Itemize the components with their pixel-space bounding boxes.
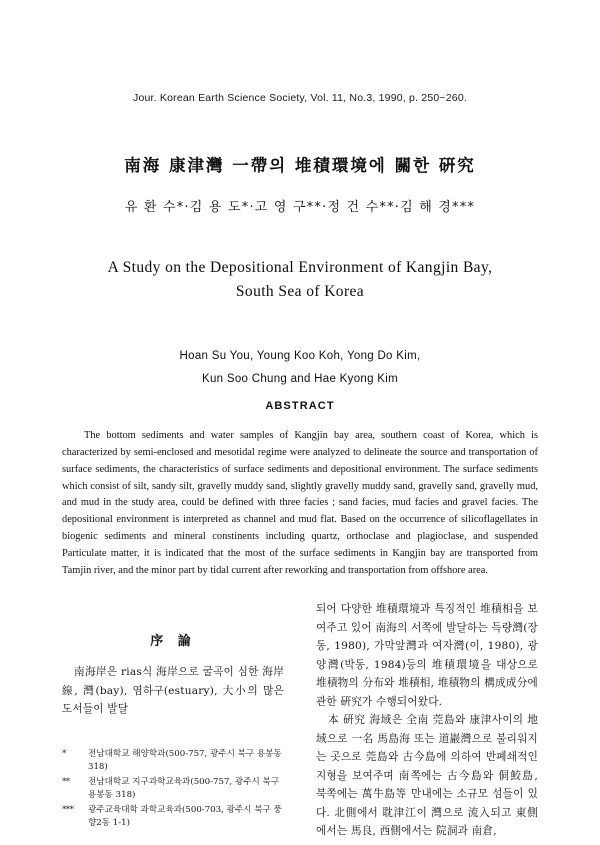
footnote-marker: *** <box>62 805 74 816</box>
footnote-item <box>62 804 284 830</box>
page-title-english <box>0 256 600 304</box>
body-paragraph-right-1: 되어 다양한 堆積環境과 특징적인 堆積相을 보여주고 있어 南海의 서쪽에 발달하는 득량灣(장동, 1980), 가막앞灣과 여자灣(이, 1980), 광양灣(박동, 1984)등의 堆積環境을 대상으로 堆積物의 分布와 堆積相, 堆積物의 構成成分에 관한 硏究가 수행되어왔다. <box>316 603 538 708</box>
footnote-item <box>62 776 284 802</box>
abstract-heading: ABSTRACT <box>265 400 335 412</box>
page-title-korean: 南海 康津灣 一帶의 堆積環境에 關한 硏究 <box>124 156 476 175</box>
footnote-item <box>62 748 284 774</box>
authors-english-line-1: Hoan Su You, Young Koo Koh, Yong Do Kim, <box>179 350 421 362</box>
footnote-text: 전남대학교 해양학과(500-757, 광주시 북구 용봉동 318) <box>88 749 282 773</box>
authors-english <box>0 345 600 391</box>
footnote-marker: ** <box>62 777 70 788</box>
footnote-marker: * <box>62 749 66 759</box>
body-paragraph-right-2: 本 硏究 海域은 全南 莞島와 康津사이의 地域으로 一名 馬島海 또는 道巖灣으로 불리워지는 곳으로 莞島와 古今島에 의하여 반폐쇄적인 지형을 보여주며 南쪽에는 古今島와 侗鮫島, 북쪽에는 萬牛島等 만내에는 소규모 섬들이 있다. 北側에서 耽津江이 灣으로 流入되고 東側에서는 馬良, 西側에서는 院洞과 南倉, <box>316 714 538 838</box>
body-paragraph-left-1: 南海岸은 rias식 海岸으로 굴곡이 심한 海岸線, 灣(bay), 염하구(estuary), 大小의 많은 도서들이 발달 <box>62 666 284 716</box>
footnote-text: 전남대학교 지구과학교육과(500-757, 광주시 북구 용봉동 318) <box>88 777 280 801</box>
title-english-line-2: South Sea of Korea <box>235 283 365 301</box>
body-column-left <box>62 600 284 719</box>
section-heading-introduction: 序 論 <box>150 634 196 649</box>
title-english-line-1: A Study on the Depositional Environment of Kangjin Bay, <box>107 259 493 276</box>
footnote-list <box>62 748 284 832</box>
footnote-text: 광주교육대학 과학교육과(500-703, 광주시 북구 풍향2동 1-1) <box>88 805 282 829</box>
authors-english-line-2: Kun Soo Chung and Hae Kyong Kim <box>202 373 398 385</box>
body-column-right <box>316 600 538 841</box>
authors-korean: 유 환 수*·김 용 도*·고 영 구**·정 건 수**·김 해 경*** <box>124 200 476 215</box>
journal-reference: Jour. Korean Earth Science Society, Vol. 11, No.3, 1990, p. 250~260. <box>133 92 467 104</box>
abstract-body: The bottom sediments and water samples of Kangjin bay area, southern coast of Korea, which is characterized by semi-enclosed and mesotidal regime were analyzed to delineate the source and transportation of surface sediments, the characteristics of surface sediments and depositional environment. The surface sediments which consist of silt, sandy silt, gravelly muddy sand, slightly gravelly muddy sand, gravelly sand, gravelly mud, and mud in the study area, could be defined with three facies ; sand facies, mud facies and gravel facies. The depositional environment is interpreted as channel and mud flat. Based on the occurrence of silicoflagellates in biogenic sediments and mineral constinents including quartz, orthoclase and plagioclase, and suspended Particulate matter, it is indicated that the most of the surface sediments in Kangjin bay are transported from Tamjin river, and the minor part by tidal current after reworking and transportation from offshore area. <box>62 430 538 576</box>
